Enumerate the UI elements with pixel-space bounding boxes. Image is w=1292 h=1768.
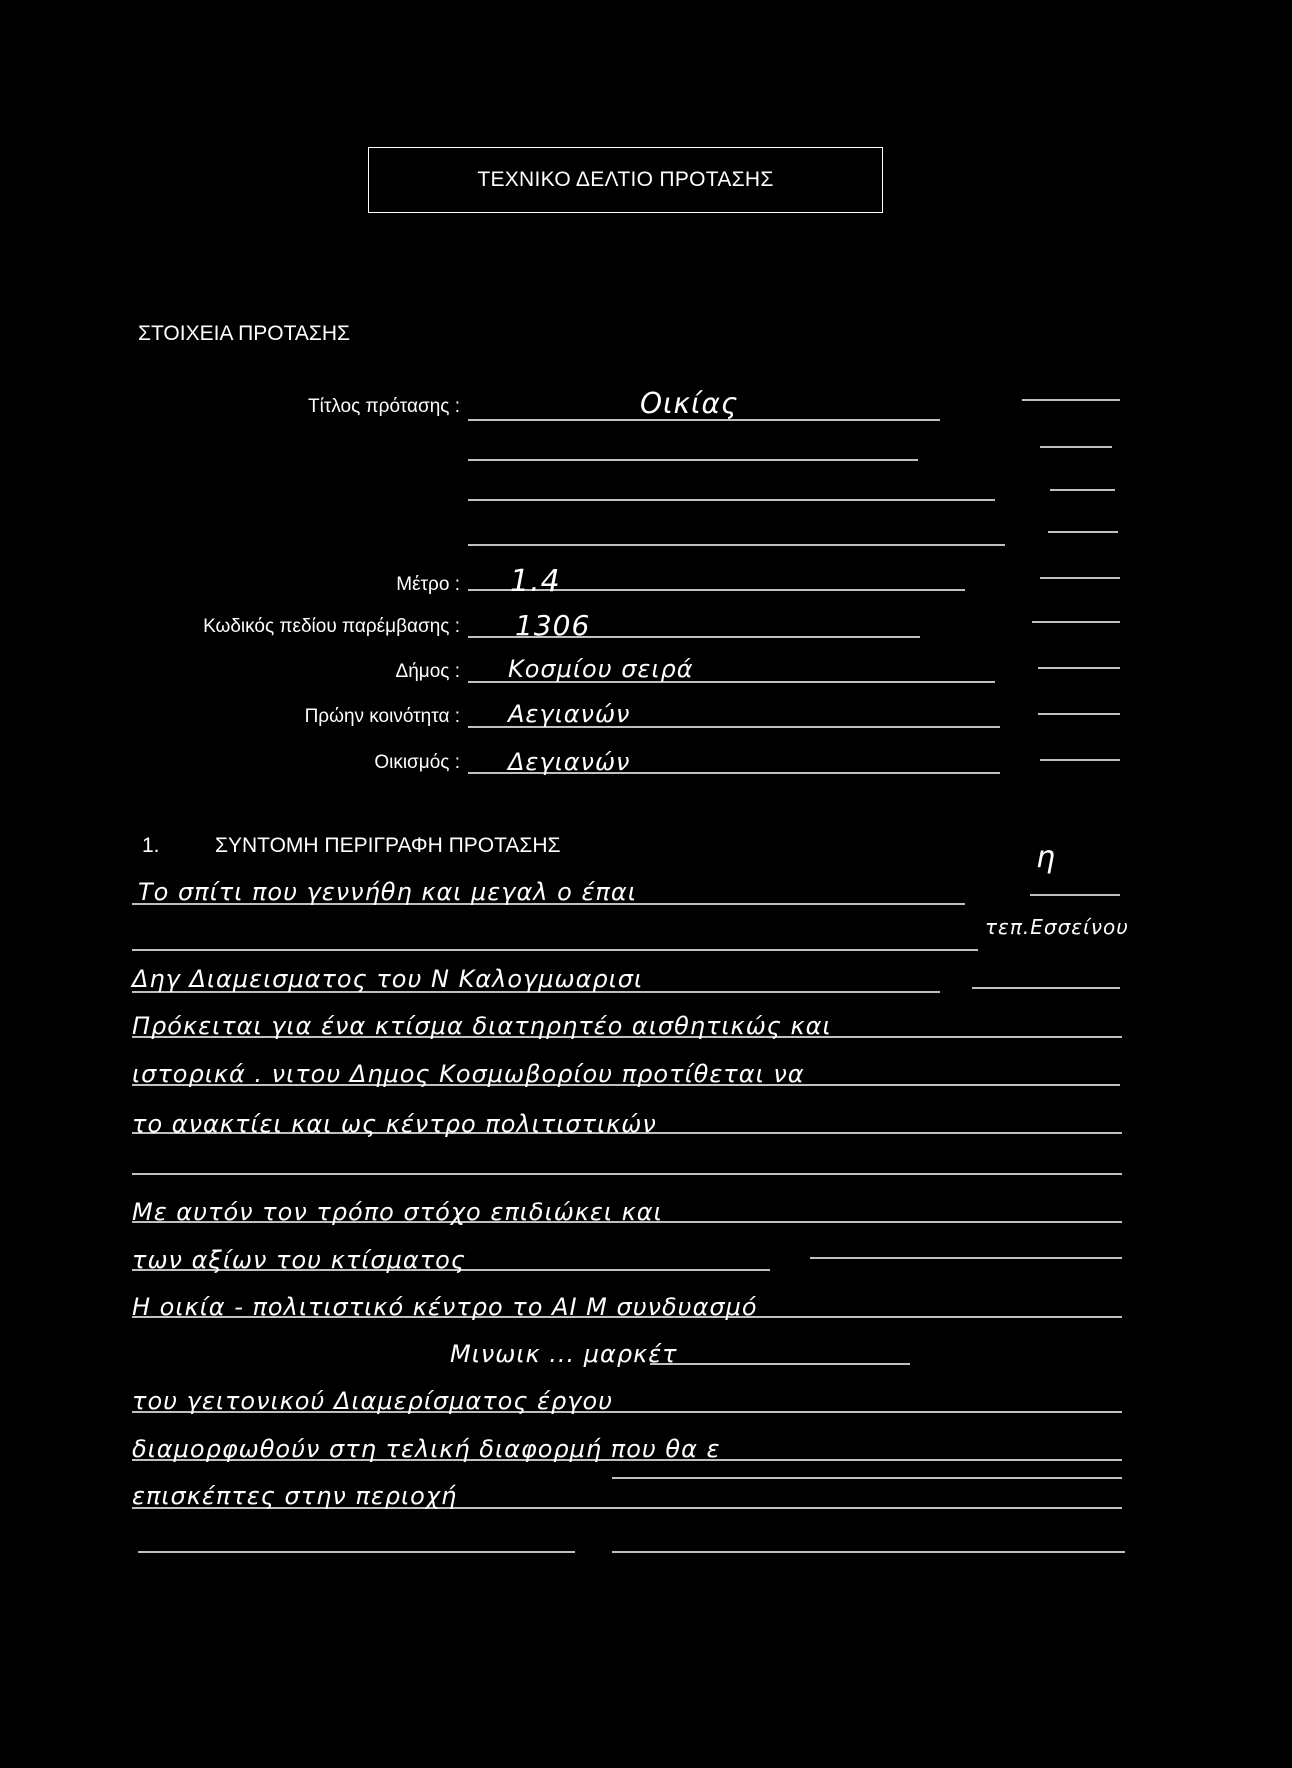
former-community-value: Αεγιανών [508,700,631,728]
code-label: Κωδικός πεδίου παρέμβασης : [203,616,460,637]
municipality-label: Δήμος : [395,661,460,682]
desc-line-6: Με αυτόν τον τρόπο στόχο επιδιώκει και [132,1198,663,1226]
desc-line-10: του γειτονικού Διαμερίσματος έργου [132,1387,614,1415]
code-value: 1306 [515,609,591,642]
desc-line-1-right: τεπ.Εσσείνου [985,915,1129,939]
desc-line-8: Η οικία - πολιτιστικό κέντρο το ΑΙ Μ συνδυασμό [132,1293,758,1321]
measure-label: Μέτρο : [396,574,460,595]
desc-line-12: επισκέπτες στην περιοχή [132,1482,458,1510]
desc-line-3: Πρόκειται για ένα κτίσμα διατηρητέο αισθητικώς και [132,1012,832,1040]
settlement-label: Οικισμός : [374,752,460,773]
title-value: Οικίας [640,387,739,420]
desc-line-11: διαμορφωθούν στη τελική διαφορμή που θα ε [132,1435,721,1463]
section-proposal-heading: ΣΤΟΙΧΕΙΑ ΠΡΟΤΑΣΗΣ [138,322,351,345]
desc-line-9: Μινωικ ... μαρκέτ [450,1340,678,1368]
desc-line-2: Δηγ Διαμεισματος του Ν Καλογμωαρισι [132,965,644,993]
municipality-value: Κοσμίου σειρά [508,655,694,683]
section1-number: 1. [142,834,160,857]
measure-value: 1.4 [510,564,561,599]
section1-heading: ΣΥΝΤΟΜΗ ΠΕΡΙΓΡΑΦΗ ΠΡΟΤΑΣΗΣ [215,834,561,857]
desc-line-1: Το σπίτι που γεννήθη και μεγαλ ο έπαι [138,878,637,906]
title-label: Τίτλος πρότασης : [308,396,460,417]
document-title: ΤΕΧΝΙΚΟ ΔΕΛΤΙΟ ΠΡΟΤΑΣΗΣ [477,168,774,191]
desc-line-7: των αξίων του κτίσματος [132,1246,466,1274]
settlement-value: Δεγιανών [508,748,631,776]
desc-line-5: το ανακτίει και ως κέντρο πολιτιστικών [132,1110,657,1138]
former-community-label: Πρώην κοινότητα : [304,706,460,727]
margin-mark: η [1036,840,1057,875]
desc-line-4: ιστορικά . νιτου Δημος Κοσμωβορίου προτίθεται να [132,1060,805,1088]
